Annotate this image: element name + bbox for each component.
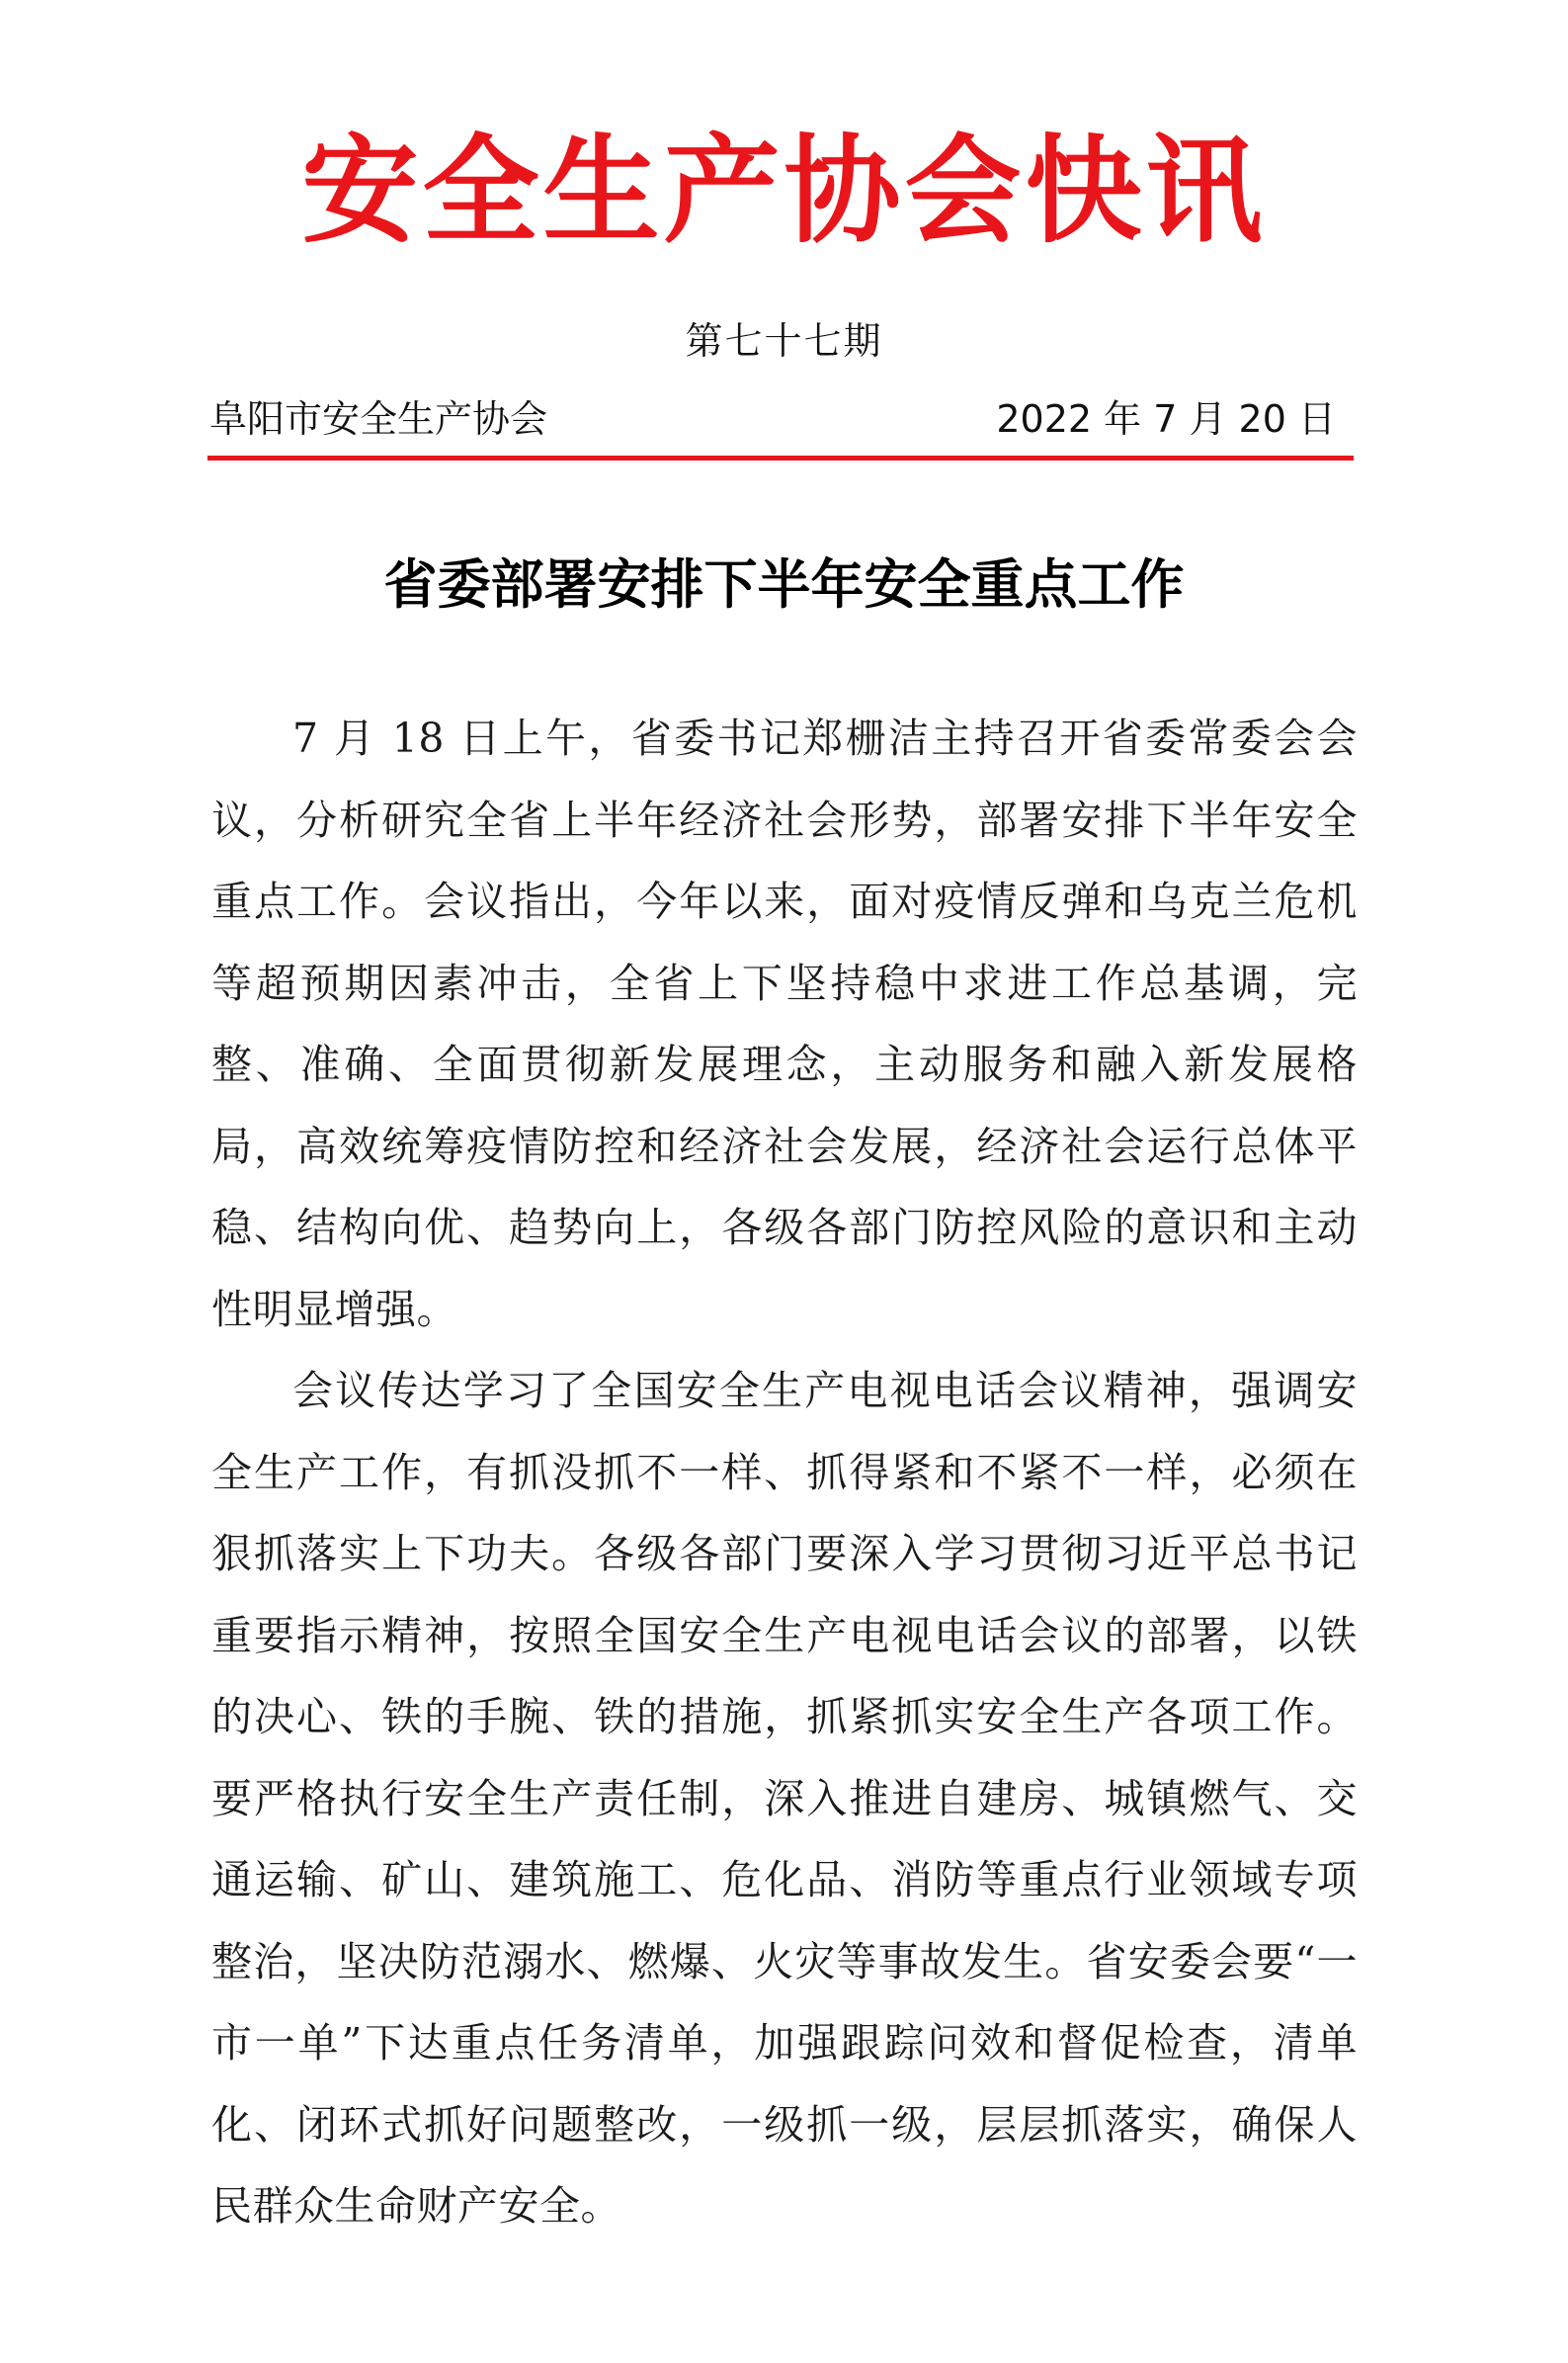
masthead-title: 安全生产协会快讯 bbox=[301, 122, 1267, 259]
article-paragraph: 7 月 18 日上午，省委书记郑栅洁主持召开省委常委会会议，分析研究全省上半年经济社会形势，部署安排下半年安全重点工作。会议指出，今年以来，面对疫情反弹和乌克兰危机等超预期因素冲击，全省上下坚持稳中求进工作总基调，完整、准确、全面贯彻新发展理念，主动服务和融入新发展格局，高效统筹疫情防控和经济社会发展，经济社会运行总体平稳、结构向优、趋势向上，各级各部门防控风险的意识和主动性明显增强。 bbox=[211, 715, 1358, 1333]
article-body bbox=[211, 698, 1358, 2247]
publication-meta bbox=[209, 391, 1344, 447]
publication-date: 2022 年 7 月 20 日 bbox=[996, 397, 1336, 441]
article-paragraph: 会议传达学习了全国安全生产电视电话会议精神，强调安全生产工作，有抓没抓不一样、抓得紧和不紧不一样，必须在狠抓落实上下功夫。各级各部门要深入学习贯彻习近平总书记重要指示精神，按照全国安全生产电视电话会议的部署，以铁的决心、铁的手腕、铁的措施，抓紧抓实安全生产各项工作。要严格执行安全生产责任制，深入推进自建房、城镇燃气、交通运输、矿山、建筑施工、危化品、消防等重点行业领域专项整治，坚决防范溺水、燃爆、火灾等事故发生。省安委会要“一市一单”下达重点任务清单，加强跟踪问效和督促检查，清单化、闭环式抓好问题整改，一级抓一级，层层抓落实，确保人民群众生命财产安全。 bbox=[211, 1367, 1358, 2230]
red-divider bbox=[207, 456, 1354, 461]
issue-number: 第七十七期 bbox=[685, 319, 883, 363]
organization-name: 阜阳市安全生产协会 bbox=[209, 397, 548, 441]
article-headline: 省委部署安排下半年安全重点工作 bbox=[383, 553, 1185, 616]
